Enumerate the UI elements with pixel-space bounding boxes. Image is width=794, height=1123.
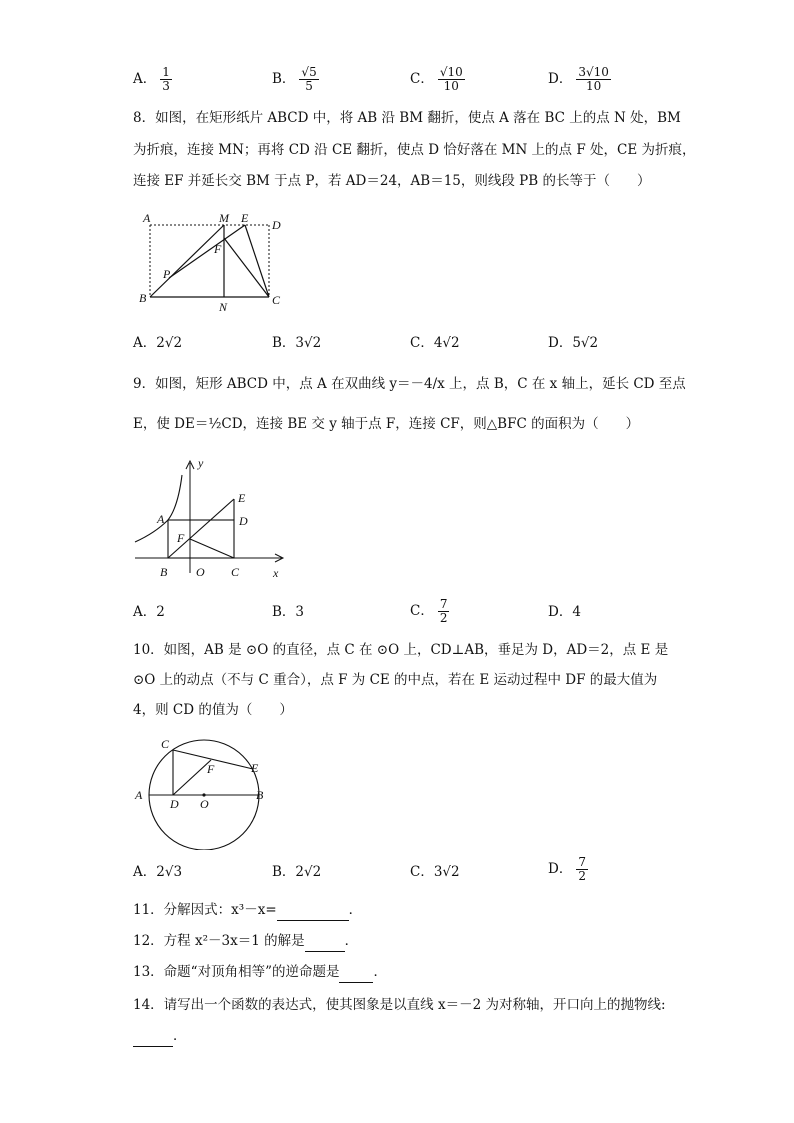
label-c: C	[231, 565, 240, 579]
q11-answer-blank[interactable]	[277, 900, 349, 921]
label-d: D	[239, 514, 248, 528]
q8-text-line-3: 连接 EF 并延长交 BM 于点 P，若 AD＝24，AB＝15，则线段 PB 的长等于（ ）	[133, 173, 651, 189]
segment-ec	[245, 225, 269, 297]
option-label: C．	[410, 71, 434, 87]
q9-text-line-2: E，使 DE＝½CD，连接 BE 交 y 轴于点 F，连接 CF，则△BFC 的面积为（ ）	[133, 416, 640, 432]
q13-text	[133, 962, 387, 983]
label-y: y	[198, 456, 204, 470]
label-c: C	[161, 737, 170, 751]
q7-option-a	[133, 66, 172, 93]
q9-option-a: A．2	[133, 604, 165, 620]
fraction	[299, 66, 318, 93]
label-x: x	[273, 566, 279, 580]
q11-prompt: 11．分解因式：x³－x=	[133, 902, 277, 918]
q9-option-b: B．3	[272, 604, 305, 620]
segment-df	[173, 760, 211, 795]
numerator: √10	[439, 65, 463, 79]
denominator: 2	[578, 869, 586, 883]
q9-option-d: D．4	[548, 604, 581, 620]
label-c: C	[272, 293, 281, 307]
q8-option-c: C．4√2	[410, 335, 460, 351]
numerator: 1	[162, 65, 170, 79]
q13-answer-blank[interactable]	[339, 962, 373, 983]
option-label: B．	[272, 71, 296, 87]
segment-bm	[150, 225, 224, 297]
denominator: 3	[162, 79, 170, 93]
label-b: B	[139, 291, 147, 305]
q11-period: ．	[348, 902, 363, 918]
label-m: M	[219, 211, 229, 225]
label-e: E	[241, 211, 249, 225]
fraction	[576, 66, 611, 93]
label-d: D	[170, 797, 179, 811]
q10-text-line-1: 10．如图，AB 是 ⊙O 的直径，点 C 在 ⊙O 上，CD⊥AB，垂足为 D，AD＝2，点 E 是	[133, 642, 669, 658]
q7-option-c	[410, 66, 465, 93]
q9-text-line-1: 9．如图，矩形 ABCD 中，点 A 在双曲线 y＝－4/x 上，点 B，C 在 x 轴上，延长 CD 至点	[133, 376, 686, 392]
numerator: 7	[578, 855, 586, 869]
q9-option-c	[410, 598, 449, 625]
numerator: 3√10	[578, 65, 609, 79]
segment-fc	[190, 539, 234, 558]
fraction	[160, 66, 172, 93]
numerator: 7	[439, 597, 448, 611]
q14-period: ．	[173, 1028, 187, 1044]
hyperbola-curve	[135, 475, 182, 542]
label-f: F	[207, 762, 215, 776]
denominator: 2	[439, 611, 448, 625]
label-n: N	[219, 300, 228, 314]
q8-figure	[135, 208, 285, 318]
fraction	[438, 598, 450, 625]
label-a: A	[157, 512, 165, 526]
q8-option-d: D．5√2	[548, 335, 599, 351]
q12-prompt: 12．方程 x²－3x＝1 的解是	[133, 933, 305, 949]
fraction	[576, 856, 588, 883]
q10-text-line-2: ⊙O 上的动点（不与 C 重合），点 F 为 CE 的中点，若在 E 运动过程中 DF 的最大值为	[133, 672, 658, 688]
label-b: B	[160, 565, 168, 579]
q14-answer-blank[interactable]	[133, 1026, 173, 1047]
q12-text	[133, 931, 358, 952]
label-f: F	[214, 242, 222, 256]
q8-option-a: A．2√2	[133, 335, 183, 351]
segment-be	[168, 499, 234, 558]
q13-period: ．	[373, 964, 387, 980]
q8-text-line-2: 为折痕，连接 MN；再将 CD 沿 CE 翻折，使点 D 恰好落在 MN 上的点 F 处，CE 为折痕，	[133, 142, 696, 158]
q9-figure	[130, 455, 290, 585]
segment-fc	[224, 238, 269, 297]
denominator: 10	[585, 79, 602, 93]
q12-period: ．	[344, 933, 359, 949]
option-label: D．	[548, 861, 573, 877]
label-o: O	[200, 797, 209, 811]
q10-option-d	[548, 856, 588, 883]
q8-option-b: B．3√2	[272, 335, 322, 351]
q10-option-c: C．3√2	[410, 864, 460, 880]
option-label: C．	[410, 603, 434, 619]
q11-text	[133, 900, 362, 921]
label-b: B	[256, 788, 264, 802]
label-e: E	[238, 491, 246, 505]
label-a: A	[143, 211, 151, 225]
numerator: √5	[301, 65, 317, 79]
option-label: D．	[548, 71, 573, 87]
fraction	[438, 66, 465, 93]
label-f: F	[177, 531, 185, 545]
q7-option-d	[548, 66, 611, 93]
option-label: A．	[133, 71, 157, 87]
label-o: O	[196, 565, 205, 579]
q8-text-line-1: 8．如图，在矩形纸片 ABCD 中，将 AB 沿 BM 翻折，使点 A 落在 BC 上的点 N 处，BM	[133, 110, 681, 126]
q7-option-b	[272, 66, 319, 93]
q10-option-b: B．2√2	[272, 864, 322, 880]
label-d: D	[272, 218, 281, 232]
q13-prompt: 13．命题“对顶角相等”的逆命题是	[133, 964, 340, 980]
denominator: 10	[443, 79, 459, 93]
label-a: A	[135, 788, 143, 802]
q14-text-line-2	[133, 1026, 187, 1047]
q12-answer-blank[interactable]	[305, 931, 345, 952]
label-p: P	[163, 267, 171, 281]
q14-text-line-1: 14．请写出一个函数的表达式，使其图象是以直线 x＝－2 为对称轴，开口向上的抛物线:	[133, 997, 666, 1013]
q10-option-a: A．2√3	[133, 864, 183, 880]
q10-figure	[130, 735, 275, 850]
label-e: E	[251, 761, 259, 775]
denominator: 5	[305, 79, 313, 93]
q10-text-line-3: 4，则 CD 的值为（ ）	[133, 702, 293, 718]
